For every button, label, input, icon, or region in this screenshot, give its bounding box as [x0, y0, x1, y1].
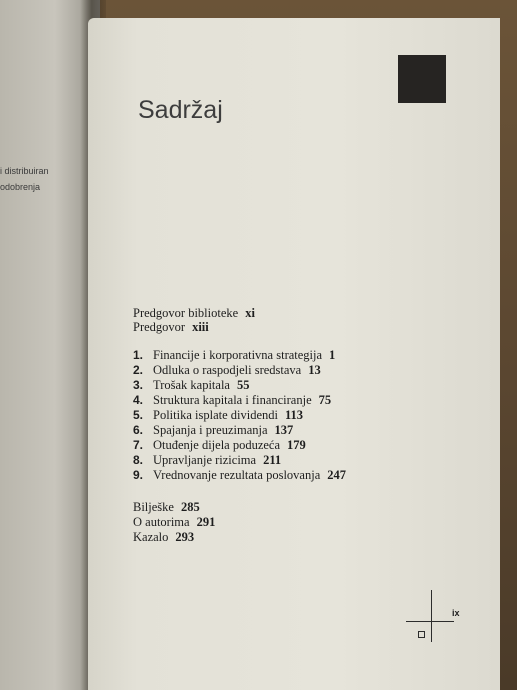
- chapter-page: 75: [318, 393, 332, 407]
- chapter-title: Upravljanje rizicima: [153, 453, 257, 467]
- chapter-page: 179: [287, 438, 306, 452]
- chapter-page: 211: [263, 453, 282, 467]
- toc-entry: [133, 500, 200, 515]
- chapter-number: 4.: [133, 393, 144, 407]
- chapter-number: 2.: [133, 363, 144, 377]
- toc-entry: [133, 320, 209, 335]
- page-title: Sadržaj: [138, 96, 223, 124]
- right-page: [88, 18, 500, 690]
- crop-mark-vertical: [431, 590, 432, 642]
- chapter-title: Trošak kapitala: [153, 378, 230, 392]
- toc-entry-page: xi: [245, 306, 255, 320]
- crop-mark-box: [418, 631, 425, 638]
- toc-entry-label: Bilješke: [133, 500, 174, 514]
- toc-entry-page: 291: [196, 515, 216, 529]
- chapter-title: Financije i korporativna strategija: [153, 348, 323, 362]
- page-number: ix: [452, 608, 460, 618]
- toc-entry-label: O autorima: [133, 515, 190, 529]
- toc-entry-page: 293: [175, 530, 195, 544]
- toc-chapter: [133, 378, 249, 393]
- toc-entry: [133, 306, 255, 321]
- toc-chapter: [133, 408, 303, 423]
- toc-entry-page: xiii: [192, 320, 209, 334]
- chapter-title: Vrednovanje rezultata poslovanja: [153, 468, 321, 482]
- toc-chapter: [133, 468, 346, 483]
- chapter-number: 3.: [133, 378, 144, 392]
- toc-chapter: [133, 453, 281, 468]
- toc-entry-page: 285: [180, 500, 200, 514]
- chapter-title: Odluka o raspodjeli sredstava: [153, 363, 302, 377]
- toc-chapter: [133, 363, 321, 378]
- toc-entry: [133, 515, 215, 530]
- toc-entry-label: Kazalo: [133, 530, 169, 544]
- left-page-text: odobrenja: [0, 182, 41, 192]
- toc-entry-label: Predgovor: [133, 320, 186, 334]
- toc-chapter: [133, 438, 306, 453]
- toc-entry: [133, 530, 194, 545]
- left-page-text: i distribuiran: [0, 166, 49, 176]
- chapter-number: 9.: [133, 468, 144, 482]
- crop-mark-horizontal: [406, 621, 454, 622]
- toc-chapter: [133, 348, 335, 363]
- toc-chapter: [133, 423, 293, 438]
- chapter-number: 6.: [133, 423, 144, 437]
- chapter-page: 55: [236, 378, 250, 392]
- chapter-page: 247: [327, 468, 346, 482]
- chapter-title: Struktura kapitala i financiranje: [153, 393, 312, 407]
- chapter-page: 113: [285, 408, 304, 422]
- chapter-number: 8.: [133, 453, 144, 467]
- toc-chapter: [133, 393, 331, 408]
- chapter-page: 1: [329, 348, 336, 362]
- chapter-title: Spajanja i preuzimanja: [153, 423, 268, 437]
- chapter-title: Otuđenje dijela poduzeća: [153, 438, 281, 452]
- chapter-title: Politika isplate dividendi: [153, 408, 278, 422]
- chapter-page: 13: [308, 363, 321, 377]
- chapter-number: 7.: [133, 438, 144, 452]
- toc-entry-label: Predgovor biblioteke: [133, 306, 239, 320]
- chapter-number: 1.: [133, 348, 144, 362]
- chapter-page: 137: [274, 423, 294, 437]
- chapter-number: 5.: [133, 408, 144, 422]
- black-square-mark: [398, 55, 446, 103]
